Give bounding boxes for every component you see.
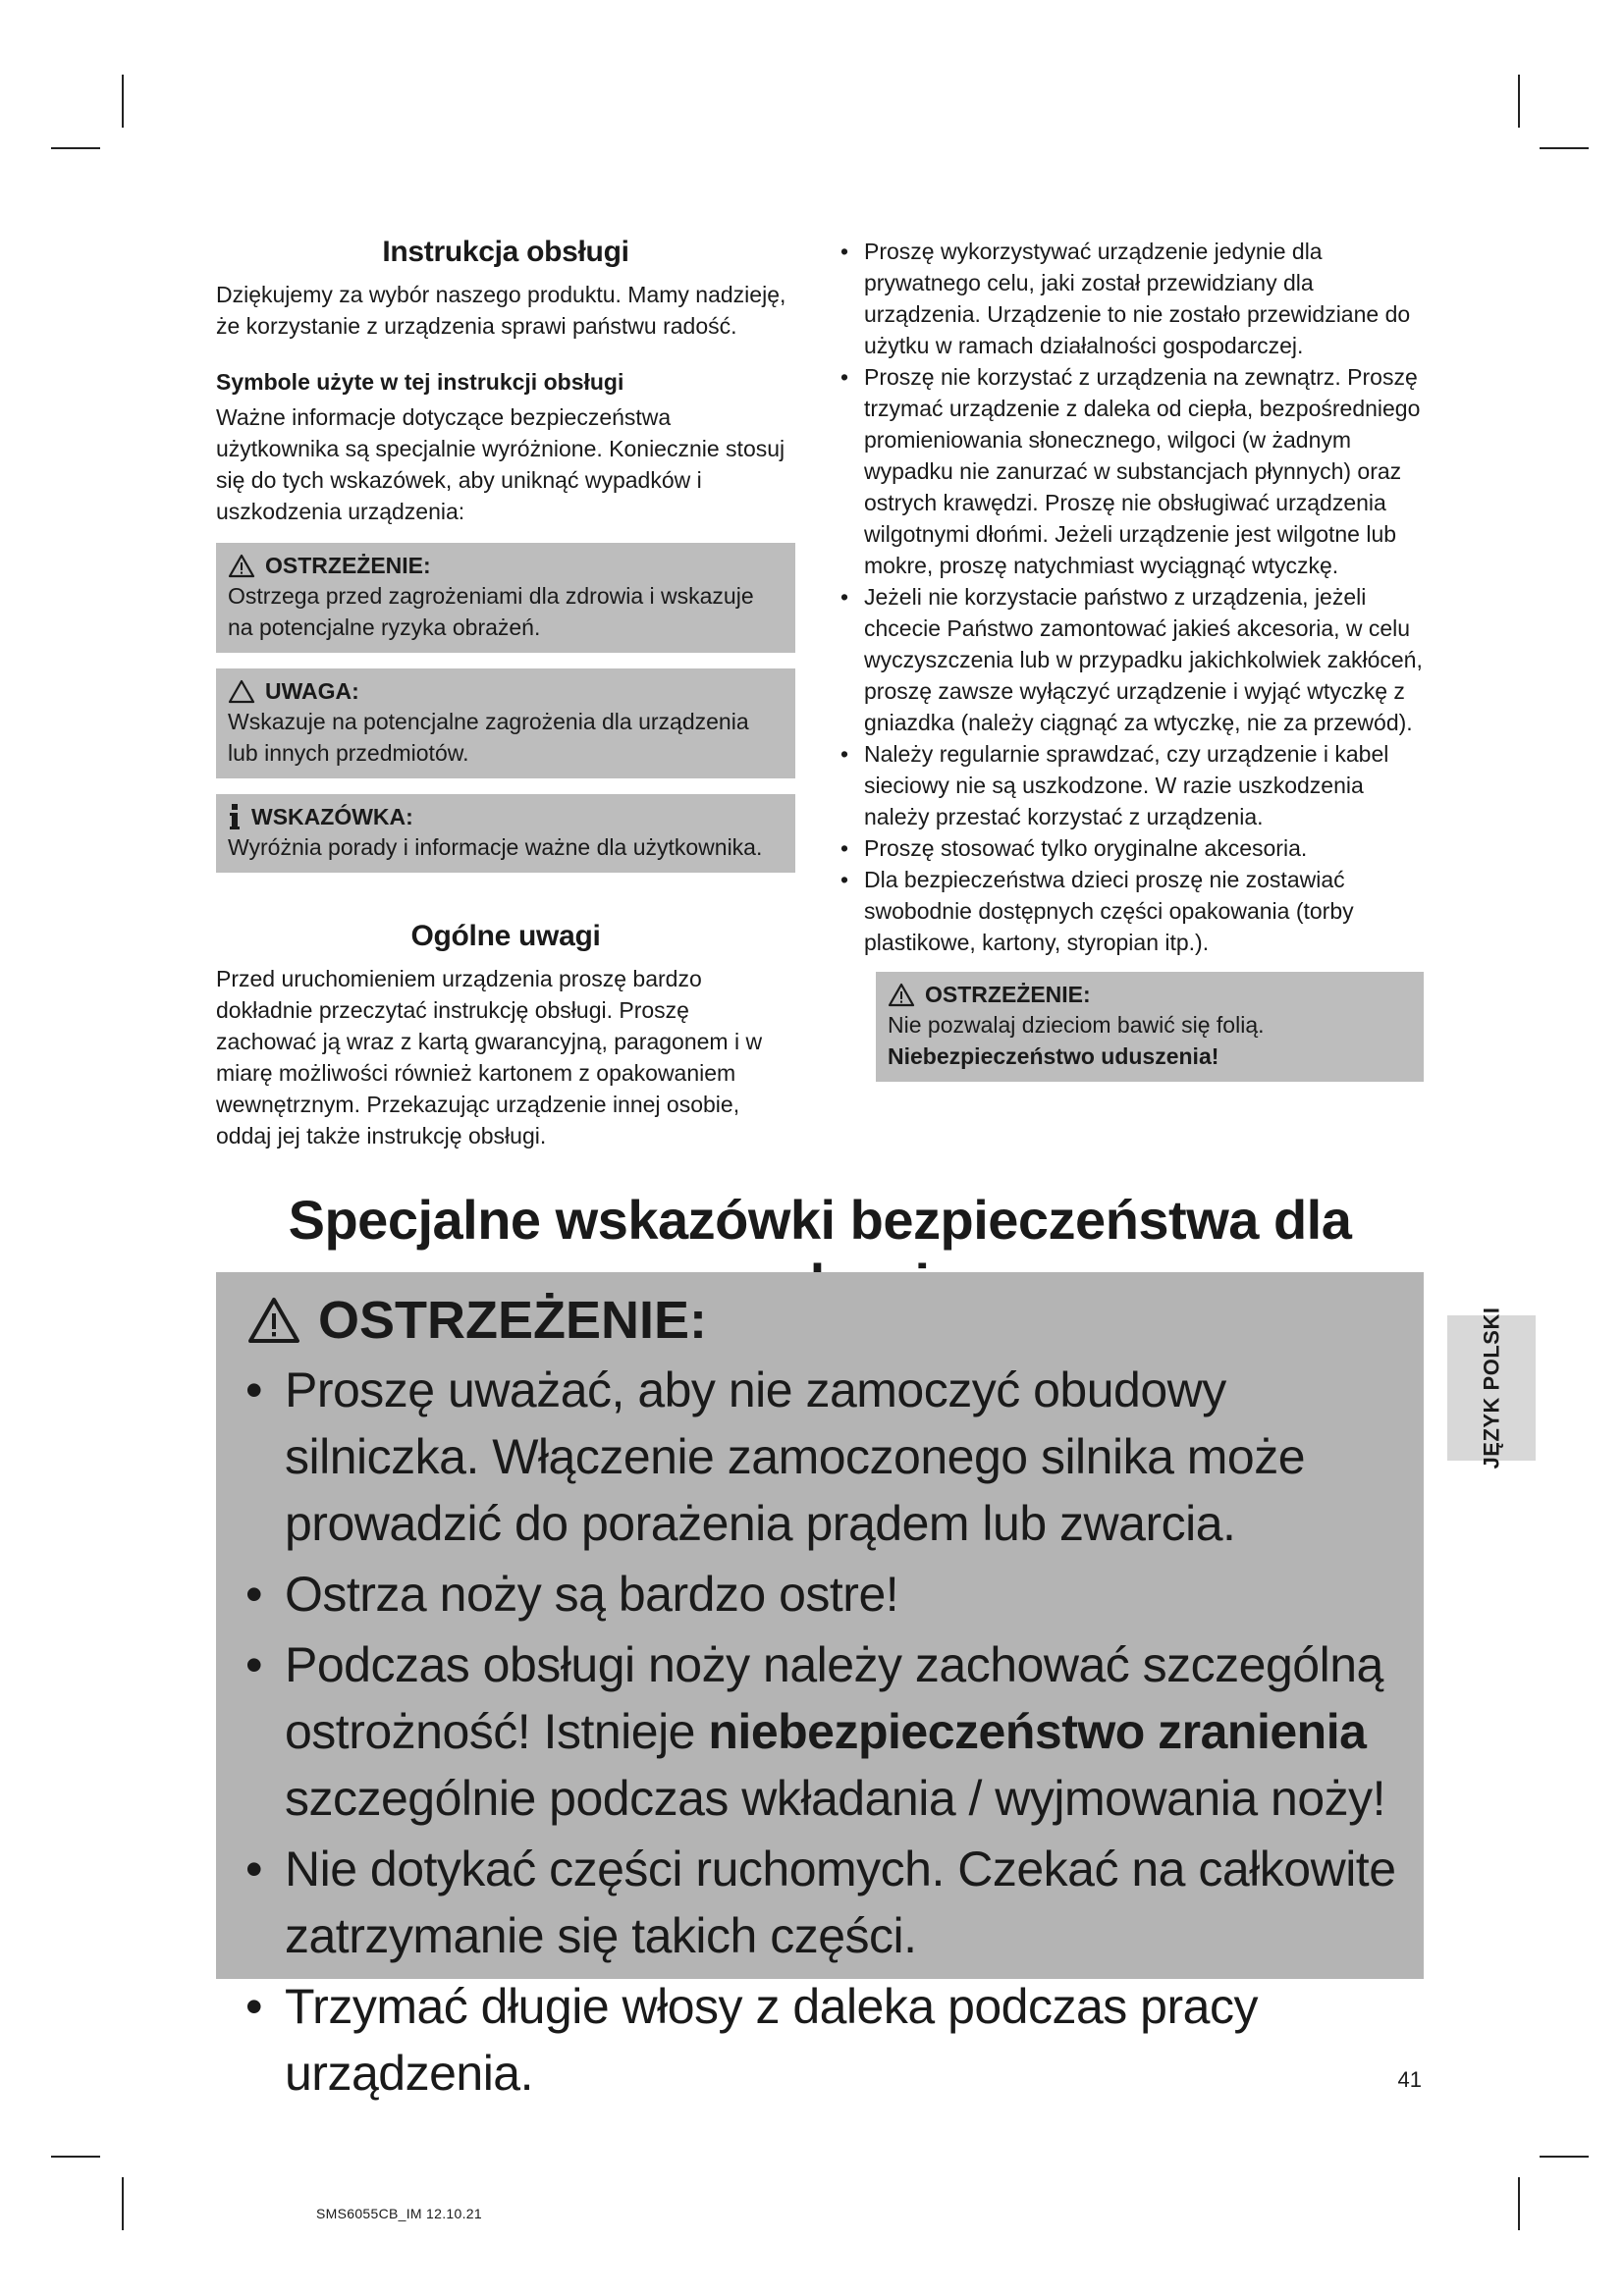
- note-label: WSKAZÓWKA:: [251, 804, 413, 829]
- general-text: Przed uruchomieniem urządzenia proszę bardzo dokładnie przeczytać instrukcję obsługi. Proszę zachować ją wraz z kartą gwarancyjną, paragonem i w miarę możliwości również kartonem z opakowaniem wewnętrznym. Przekazując urządzenie innej osobie, oddaj jej także instrukcję obsługi.: [216, 966, 763, 1148]
- warning-box: [216, 543, 795, 653]
- list-item: • Jeżeli nie korzystacie państwo z urządzenia, jeżeli chcecie Państwo zamontować jakieś akcesoria, w celu wyczyszczenia lub w przypadku jakichkolwiek zakłóceń, proszę zawsze wyłączyć urządzenie i wyjąć wtyczkę z gniazdka (należy ciągnąć za wtyczkę, nie za przewód).: [835, 581, 1424, 738]
- crop-mark: [1540, 147, 1589, 149]
- special-safety-title: Specjalne wskazówki bezpieczeństwa dla: [288, 1189, 1352, 1251]
- warning-text: Ostrzega przed zagrożeniami dla zdrowia i wskazuje na potencjalne ryzyka obrażeń.: [228, 583, 754, 640]
- section-title-general: Ogólne uwagi: [410, 920, 601, 952]
- language-tab-label: JĘZYK POLSKI: [1479, 1307, 1504, 1469]
- warning-label: OSTRZEŻENIE:: [265, 553, 431, 578]
- injury-danger-text: niebezpieczeństwo zranienia: [708, 1704, 1367, 1759]
- packaging-warning-text: Nie pozwalaj dzieciom bawić się folią. Niebezpieczeństwo uduszenia!: [888, 1012, 1265, 1069]
- list-item: • Dla bezpieczeństwa dzieci proszę nie zostawiać swobodnie dostępnych części opakowania (torby plastikowe, kartony, styropian itp.).: [835, 864, 1424, 958]
- list-item: • Podczas obsługi noży należy zachować szczególną ostrożność! Istnieje niebezpieczeństwo zranienia szczególnie podczas wkładania / wyjmowania noży!: [234, 1631, 1406, 1832]
- safety-bullet-list: [835, 236, 1424, 958]
- packaging-warning-box: [876, 972, 1424, 1082]
- crop-mark: [122, 75, 124, 128]
- language-tab: [1447, 1307, 1536, 1469]
- crop-mark: [51, 147, 100, 149]
- suffocation-warning: Niebezpieczeństwo uduszenia!: [888, 1043, 1219, 1069]
- list-item: • Proszę wykorzystywać urządzenie jedynie dla prywatnego celu, jaki został przewidziany dla urządzenia. Urządzenie to nie zostało przewidziane do użytku w ramach działalności gospodarczej.: [835, 236, 1424, 361]
- special-bullet-list: [234, 1357, 1406, 2107]
- intro-text: Dziękujemy za wybór naszego produktu. Mamy nadzieję, że korzystanie z urządzenia sprawi państwu radość.: [216, 282, 786, 339]
- warning-label: OSTRZEŻENIE:: [925, 982, 1091, 1007]
- footer-doc-id: SMS6055CB_IM 12.10.21: [316, 2206, 482, 2221]
- section-title-instructions: Instrukcja obsługi: [382, 236, 629, 268]
- caution-text: Wskazuje na potencjalne zagrożenia dla urządzenia lub innych przedmiotów.: [228, 709, 749, 766]
- page-number: 41: [1397, 2067, 1422, 2092]
- crop-mark: [1540, 2156, 1589, 2158]
- warning-triangle-icon: [245, 1296, 302, 1345]
- caution-box: [216, 668, 795, 778]
- crop-mark: [51, 2156, 100, 2158]
- caution-label: UWAGA:: [265, 678, 359, 704]
- list-item: • Nie dotykać części ruchomych. Czekać na całkowite zatrzymanie się takich części.: [234, 1836, 1406, 1969]
- right-column: [835, 236, 1424, 1082]
- list-item: • Trzymać długie włosy z daleka podczas pracy urządzenia.: [234, 1973, 1406, 2107]
- note-text: Wyróżnia porady i informacje ważne dla użytkownika.: [228, 834, 763, 860]
- note-box: [216, 794, 795, 873]
- symbols-heading: Symbole użyte w tej instrukcji obsługi: [216, 369, 624, 395]
- special-warning-label: OSTRZEŻENIE:: [318, 1291, 708, 1350]
- list-item: • Należy regularnie sprawdzać, czy urządzenie i kabel sieciowy nie są uszkodzone. W razie uszkodzenia należy przestać korzystać z urządzenia.: [835, 738, 1424, 832]
- symbols-text: Ważne informacje dotyczące bezpieczeństwa użytkownika są specjalnie wyróżnione. Koniecznie stosuj się do tych wskazówek, aby uniknąć wypadków i uszkodzenia urządzenia:: [216, 404, 785, 524]
- crop-mark: [1518, 2177, 1520, 2230]
- list-item: • Proszę stosować tylko oryginalne akcesoria.: [835, 832, 1424, 864]
- left-column: [216, 236, 795, 1151]
- caution-triangle-icon: [228, 679, 255, 704]
- warning-triangle-icon: [228, 554, 255, 578]
- list-item: • Proszę uważać, aby nie zamoczyć obudowy silniczka. Włączenie zamoczonego silnika może prowadzić do porażenia prądem lub zwarcia.: [234, 1357, 1406, 1557]
- warning-triangle-icon: [888, 983, 915, 1007]
- list-item: • Ostrza noży są bardzo ostre!: [234, 1561, 1406, 1628]
- info-icon: [228, 803, 242, 830]
- crop-mark: [1518, 75, 1520, 128]
- list-item: • Proszę nie korzystać z urządzenia na zewnątrz. Proszę trzymać urządzenie z daleka od ciepła, bezpośredniego promieniowania słonecznego, wilgoci (w żadnym wypadku nie zanurzać w substancjach płynnych) oraz ostrych krawędzi. Proszę nie obsługiwać urządzenia wilgotnymi dłońmi. Jeżeli urządzenie jest wilgotne lub mokre, proszę natychmiast wyciągnąć wtyczkę.: [835, 361, 1424, 581]
- crop-mark: [122, 2177, 124, 2230]
